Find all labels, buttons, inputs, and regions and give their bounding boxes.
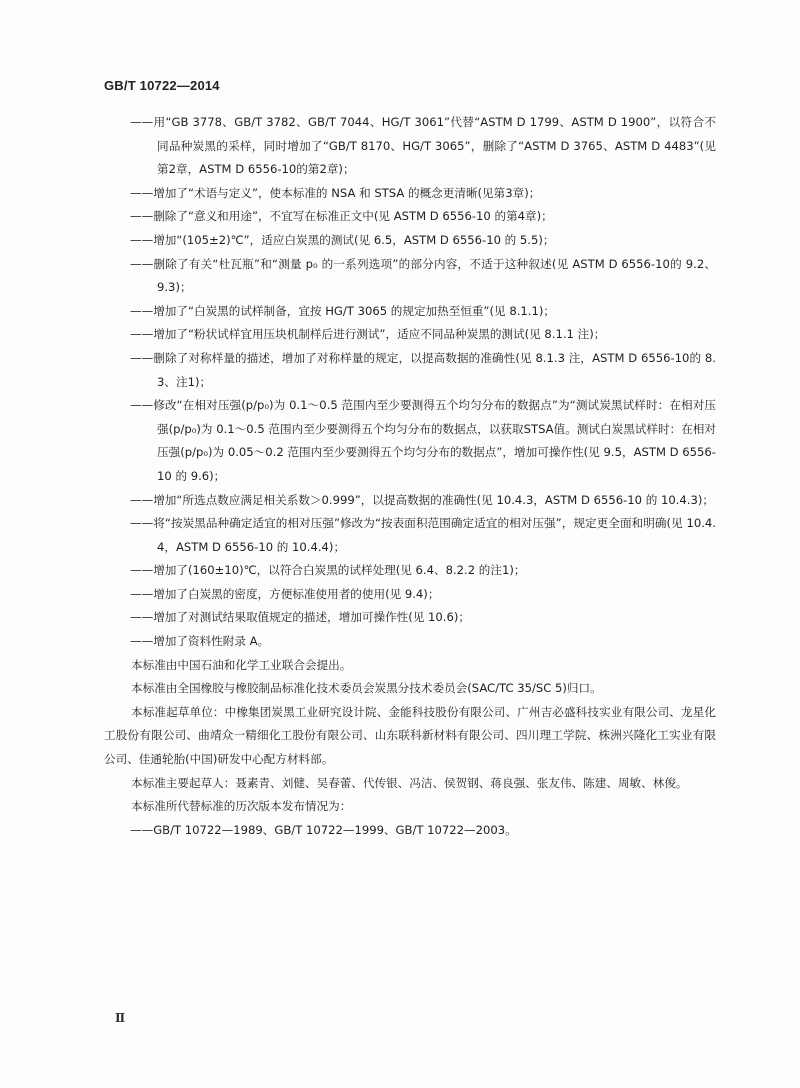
change-item-9: ——修改“在相对压强(p/p₀)为 0.1～0.5 范围内至少要测得五个均匀分布的数据点”为“测试炭黑试样时：在相对压强(p/p₀)为 0.1～0.5 范围内至少要测得五个均匀分布的数据点，以获取STSA值。测试白炭黑试样时：在相对压强(p/p₀)为 0.05～0.2 范围内至少要测得五个均匀分布的数据点”，增加可操作性(见 9.5，ASTM D 6556-10 的 9.6)； [130,398,716,483]
change-item-4: ——增加“(105±2)℃”，适应白炭黑的测试(见 6.5，ASTM D 6556-10 的 5.5)； [130,232,555,247]
centralized-by-paragraph: 本标准由全国橡胶与橡胶制品标准化技术委员会炭黑分技术委员会(SAC/TC 35/SC 5)归口。 [131,681,602,696]
drafters-paragraph: 本标准主要起草人：聂素青、刘健、吴春蕾、代传银、冯洁、侯贺钢、蒋良强、张友伟、陈建、周敏、林俊。 [131,775,688,790]
change-item-2: ——增加了“术语与定义”，使本标准的 NSA 和 STSA 的概念更清晰(见第3章)； [130,185,541,200]
change-item-11: ——将“按炭黑品种确定适宜的相对压强”修改为“按表面积范围确定适宜的相对压强”，规定更全面和明确(见 10.4.4，ASTM D 6556-10 的 10.4.4)； [130,516,716,554]
change-item-5: ——删除了有关“杜瓦瓶”和“测量 p₀ 的一系列选项”的部分内容，不适于这种叙述(见 ASTM D 6556-10的 9.2、9.3)； [130,256,716,295]
change-item-7: ——增加了“粉状试样宜用压块机制样后进行测试”，适应不同品种炭黑的测试(见 8.1.1 注)； [130,327,606,342]
proposed-by-paragraph: 本标准由中国石油和化学工业联合会提出。 [131,657,352,672]
change-item-13: ——增加了白炭黑的密度，方便标准使用者的使用(见 9.4)； [130,586,440,601]
history-item: ——GB/T 10722—1989、GB/T 10722—1999、GB/T 10722—2003。 [130,822,517,837]
history-intro-paragraph: 本标准所代替标准的历次版本发布情况为： [131,799,352,814]
page-number: Ⅱ [115,1011,126,1025]
change-item-3: ——删除了“意义和用途”，不宜写在标准正文中(见 ASTM D 6556-10 的第4章)； [130,209,553,224]
change-item-14: ——增加了对测试结果取值规定的描述，增加可操作性(见 10.6)； [130,610,470,625]
document-body [104,111,716,842]
change-item-15: ——增加了资料性附录 A。 [130,634,270,649]
standard-code-header: GB/T 10722—2014 [104,78,220,93]
change-item-6: ——增加了“白炭黑的试样制备，宜按 HG/T 3065 的规定加热至恒重”(见 8.1.1)； [130,303,555,318]
drafting-units-paragraph: 本标准起草单位：中橡集团炭黑工业研究设计院、金能科技股份有限公司、广州吉必盛科技实业有限公司、龙星化工股份有限公司、曲靖众一精细化工股份有限公司、山东联科新材料有限公司、四川理工学院、株洲兴隆化工实业有限公司、佳通轮胎(中国)研发中心配方材料部。 [104,704,716,767]
change-item-10: ——增加“所选点数应满足相关系数＞0.999”，以提高数据的准确性(见 10.4.3，ASTM D 6556-10 的 10.4.3)； [130,492,714,507]
change-item-12: ——增加了(160±10)℃，以符合白炭黑的试样处理(见 6.4、8.2.2 的注1)； [130,563,526,578]
change-item-8: ——删除了对称样量的描述，增加了对称样量的规定，以提高数据的准确性(见 8.1.3 注，ASTM D 6556-10的 8.3、注1)； [130,350,716,389]
change-item-1: ——用“GB 3778、GB/T 3782、GB/T 7044、HG/T 3061”代替“ASTM D 1799、ASTM D 1900”，以符合不同品种炭黑的采样，同时增加了“GB/T 8170、HG/T 3065”，删除了“ASTM D 3765、ASTM D 4483”(见第2章，ASTM D 6556-10的第2章)； [130,115,716,177]
